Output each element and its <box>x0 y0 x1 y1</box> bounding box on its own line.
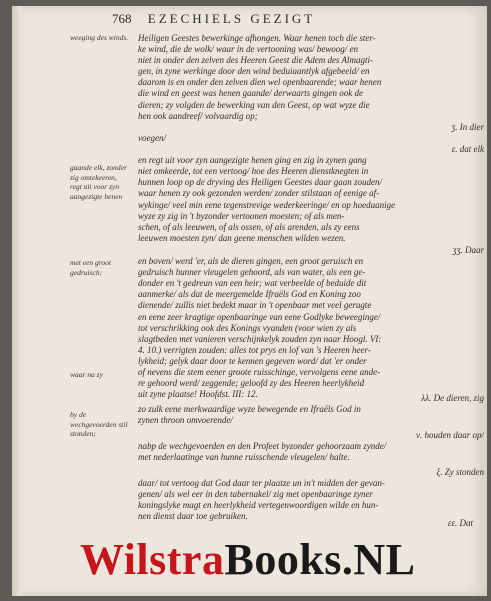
margin-note: waar na zy <box>70 370 103 379</box>
commentary-paragraph: ν. houden daar op/ nabp de wechgevoerden en den Profeet byzonder gehoorzaam zynde/ met nederlaatinge van hunne ruisschende vleugelen/ halte. <box>138 430 484 463</box>
note-heading: ν. houden daar op/ <box>416 430 484 440</box>
note-heading: λλ. De dieren, zig <box>421 393 484 403</box>
watermark-logo <box>80 534 416 585</box>
note-heading: ξ. Zy stonden <box>436 467 484 477</box>
watermark-part-1: Wilstra <box>80 535 225 584</box>
margin-note: by de wechgevoerden stil stonden; <box>70 410 128 439</box>
commentary-paragraph: λλ. De dieren, zig zo zulk eene merkwaardige wyze bewegende en Ifraëls God in zynen throon omvoerende/ <box>138 393 484 426</box>
page-spine-shadow <box>12 6 22 596</box>
margin-note: met een groot gedruisch; <box>70 258 111 277</box>
commentary-paragraph: Heiligen Geestes bewerkinge afhongen. Waar henen toch die ster- ke wind, die de wolk/ waar in de vertooning was/ bewoog/ en niet in onder den zelven des Heeren Geest die Adem des Almagti- gen, in zyne werkinge door den wind beduiaantlyk afgebeeld/ en daarom is en onder den zelven dien wel openbaarende; waar henen die wind en geest was henen gaande/ derwaarts gingen ook de dieren; zy volgden de bewerking van den Geest, op wat wyze die hen ook aandreef/ volvaardig op; ʒ. In dier <box>138 33 484 132</box>
margin-note: gaande elk, zonder zig omtekeeren, regt uit voor zyn aangezigte henen <box>70 163 127 201</box>
commentary-paragraph: ξ. Zy stonden daar/ tot vertoog dat God daar ter plaatze un in't midden der gevan- genen/ als wel eer in den tabernakel/ zig met openbaaringe zyner koningslyke magt en heerlykheid vertegenwoordigen wilde en hun- nen dienst daar toe gebruiken. <box>138 467 484 522</box>
watermark-part-2: Books.NL <box>224 535 416 584</box>
running-header <box>112 11 315 27</box>
note-heading: ʒ. In dier <box>451 121 484 132</box>
margin-note: weeging des winds. <box>70 33 129 42</box>
commentary-paragraph: voegen/ ε. dat elk en regt uit voor zyn aangezigte henen ging en zig in zynen gang niet omkeerde, tot een vertoog/ hoe des Heeren dienstknegten in hunnen loop op de dryving des Heiligen Geestes daar gaan zouden/ waar henen zy ook gezonden werden/ zonder stilstaan of eenige af- wykinge/ veel min eene tegenstrevige wederkeeringe/ en op hoedaanige wyze zy zig in 't byzonder vertoonen moesten; of als men- schen, of als leeuwen, of als ossen, of als arenden, als zy eens leeuwen moesten zyn/ dan geene menschen wilden wezen. <box>138 133 484 243</box>
page-number: 768 <box>112 11 132 26</box>
running-title: EZECHIELS GEZIGT <box>147 11 316 26</box>
note-heading: ε. dat elk <box>451 144 484 155</box>
note-heading: ʒʒ. Daar <box>452 245 484 255</box>
book-page <box>12 6 487 596</box>
commentary-paragraph: ʒʒ. Daar en boven/ werd 'er, als de dieren gingen, een groot geruisch en gedruisch hunner vleugelen gehoord, als van water, als een ge- donder en 't gedreun van een heir; wat verbeelde of beduide dit aanmerke/ als dat de meergemelde Ifraëls God en Koning zoo dienende/ zullis niet bedekt maar in 't openbaar met veel gerugte en eene zeer kragtige openbaaringe van eene Godlyke beweeginge/ tot verschrikking ook des Konings vyanden (voor wien zy als slagtbeden met vanieren verschijnkelyk zouden zyn naar Hoogl. VI: 4. 10.) verrigten zouden: alles tot prys en lof van 's Heeren heer- lykheid; gelyk daar door te kennen gegeven word/ dat 'er onder of nevens die stem eener groote ruisschinge, vervolgens eene ande- re gehoord werd/ zeggende; geloofd zy des Heeren heerlykheid uit zyne plaatse! Hoofdst. III: 12. <box>138 245 484 400</box>
catchword: ɛɛ. Dat <box>447 518 473 528</box>
